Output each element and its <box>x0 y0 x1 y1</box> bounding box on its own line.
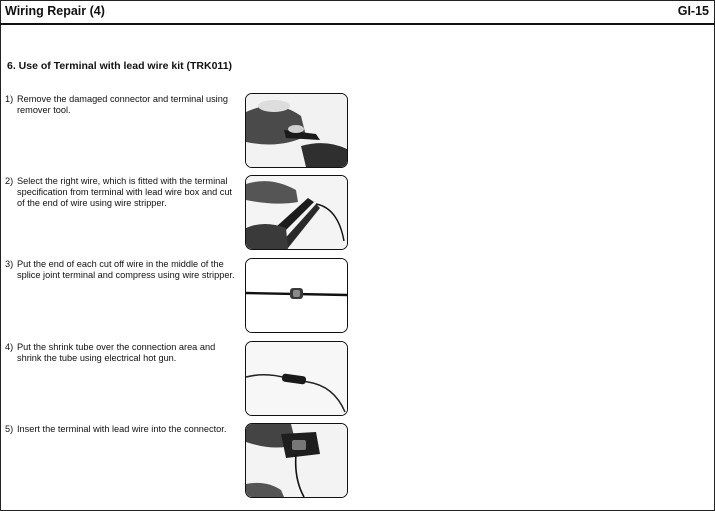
step-text: Put the end of each cut off wire in the middle of the splice joint terminal and compress using wire stripper. <box>17 259 235 281</box>
step-number: 1) <box>5 94 14 104</box>
page-title: Wiring Repair (4) <box>5 4 105 18</box>
step-text: Put the shrink tube over the connection area and shrink the tube using electrical hot gun. <box>17 342 216 364</box>
splice-joint-photo <box>245 258 348 333</box>
section-title: 6. Use of Terminal with lead wire kit (TRK011) <box>7 60 233 72</box>
step-number: 4) <box>5 342 14 352</box>
page-header <box>0 0 715 25</box>
step-2 <box>5 176 241 210</box>
step-5 <box>5 424 241 435</box>
step-3 <box>5 259 241 281</box>
wire-stripper-photo <box>245 175 348 250</box>
step-number: 2) <box>5 176 14 186</box>
page-number: GI-15 <box>677 4 709 18</box>
step-text: Remove the damaged connector and terminal using remover tool. <box>17 94 228 116</box>
connector-insert-photo <box>245 423 348 498</box>
step-1 <box>5 94 241 116</box>
step-number: 3) <box>5 259 14 269</box>
remover-tool-photo <box>245 93 348 168</box>
shrink-tube-photo <box>245 341 348 416</box>
step-4 <box>5 342 241 364</box>
step-text: Select the right wire, which is fitted with the terminal specification from terminal with lead wire box and cut of the end of wire using wire stripper. <box>17 176 232 209</box>
step-text: Insert the terminal with lead wire into the connector. <box>17 424 227 434</box>
step-number: 5) <box>5 424 14 434</box>
